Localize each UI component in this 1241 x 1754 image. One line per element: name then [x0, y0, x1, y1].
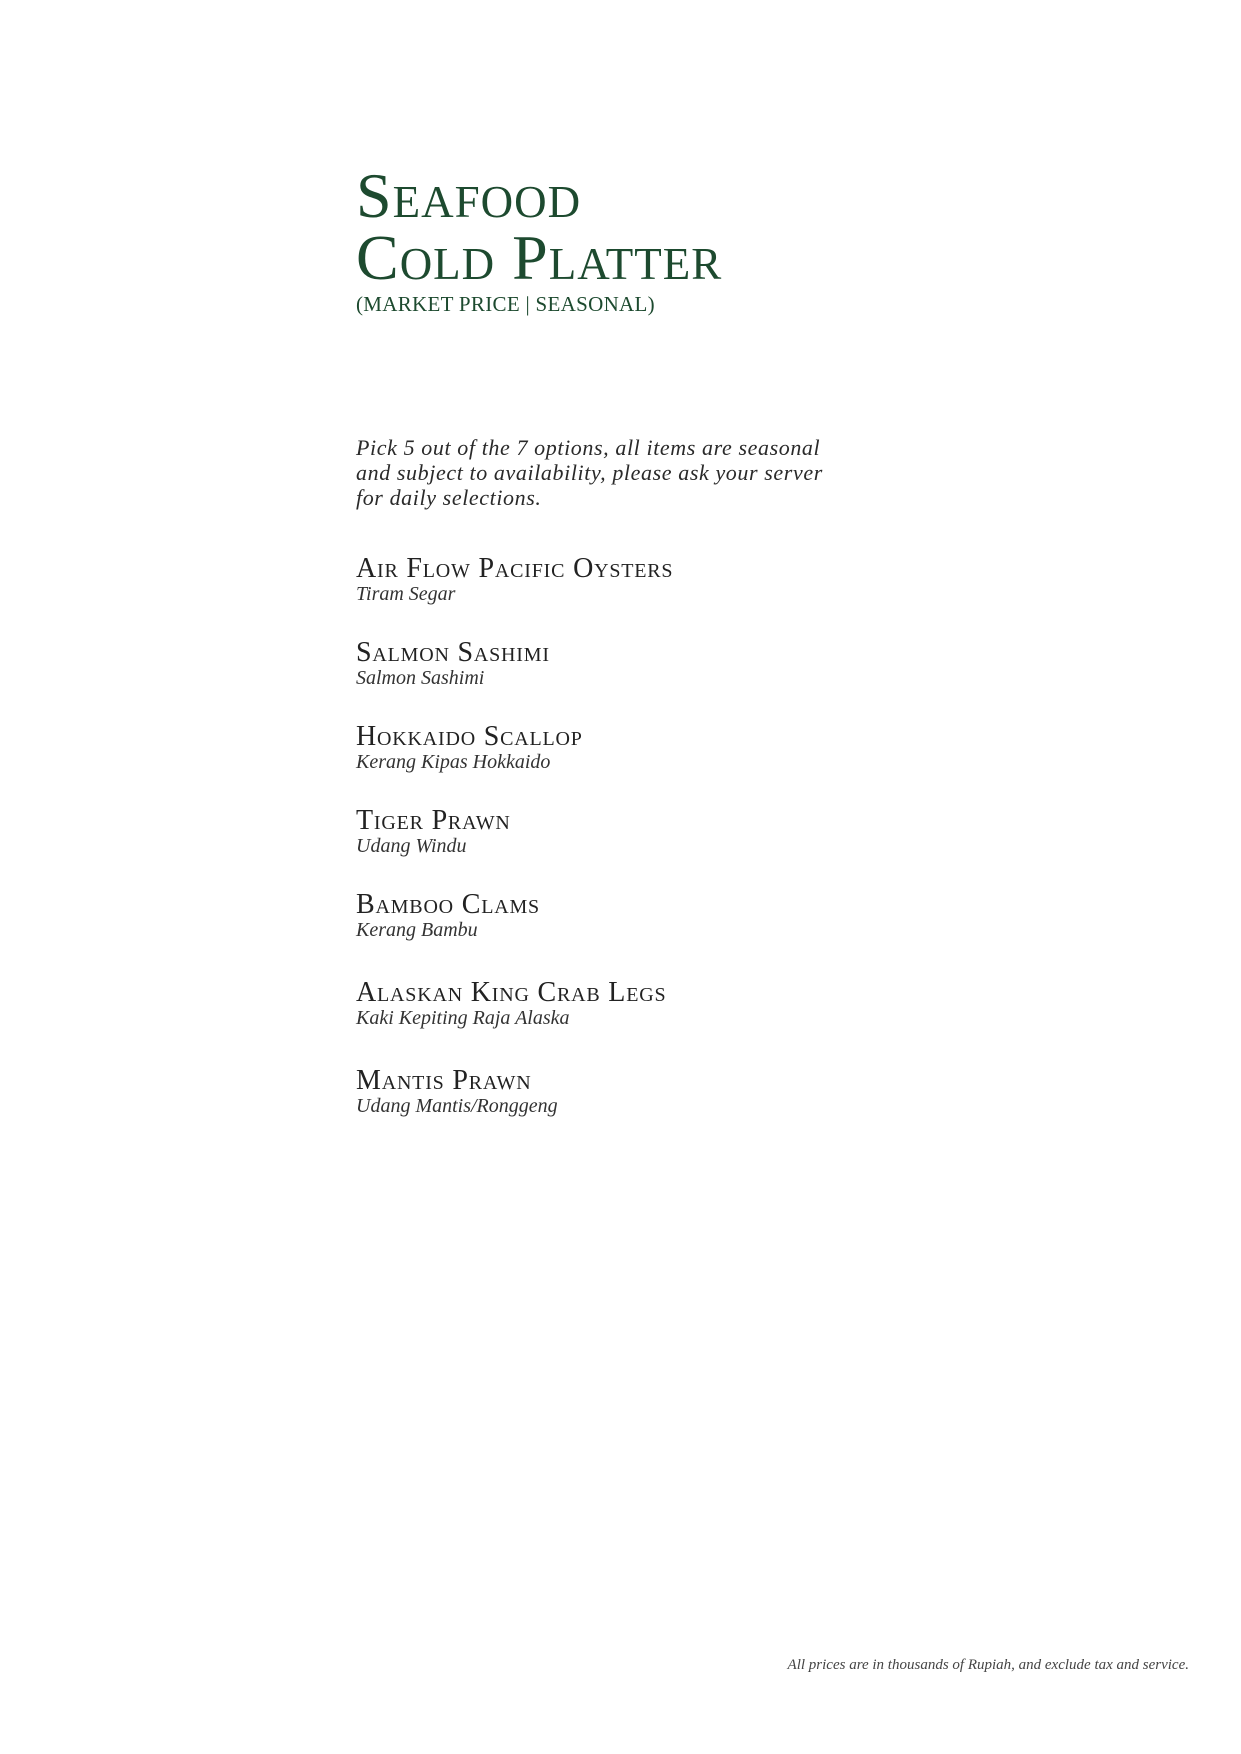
menu-item-translation: Udang Windu: [356, 835, 467, 857]
menu-item: [356, 977, 1056, 1029]
menu-item: [356, 1065, 1056, 1117]
page-subtitle: (MARKET PRICE | SEASONAL): [356, 292, 655, 316]
menu-item: [356, 637, 1056, 689]
menu-item-name: Air Flow Pacific Oysters: [356, 553, 674, 584]
intro-line-3: for daily selections.: [356, 485, 542, 510]
menu-item-translation: Udang Mantis/Ronggeng: [356, 1095, 558, 1117]
intro-line-1: Pick 5 out of the 7 options, all items are seasonal: [356, 435, 821, 460]
page-title-line-2: Cold Platter: [356, 222, 723, 293]
menu-item: [356, 721, 1056, 773]
menu-item-name: Tiger Prawn: [356, 805, 511, 836]
page-title-line-1: Seafood: [356, 160, 582, 231]
intro-text: [356, 435, 876, 510]
menu-item-name: Salmon Sashimi: [356, 637, 550, 668]
menu-item-list: [356, 553, 1056, 1117]
menu-item-translation: Salmon Sashimi: [356, 667, 485, 689]
menu-item-name: Bamboo Clams: [356, 889, 540, 920]
menu-item-name: Alaskan King Crab Legs: [356, 977, 667, 1008]
menu-item-translation: Kerang Kipas Hokkaido: [356, 751, 551, 773]
menu-item-translation: Tiram Segar: [356, 583, 456, 605]
menu-item-name: Hokkaido Scallop: [356, 721, 583, 752]
menu-item: [356, 805, 1056, 857]
menu-item-translation: Kerang Bambu: [356, 919, 478, 941]
menu-item: [356, 553, 1056, 605]
price-disclaimer: All prices are in thousands of Rupiah, and exclude tax and service.: [787, 1657, 1189, 1673]
menu-item-name: Mantis Prawn: [356, 1065, 532, 1096]
menu-item: [356, 889, 1056, 941]
intro-line-2: and subject to availability, please ask your server: [356, 460, 823, 485]
title-block: [356, 160, 1056, 317]
menu-item-translation: Kaki Kepiting Raja Alaska: [356, 1007, 570, 1029]
